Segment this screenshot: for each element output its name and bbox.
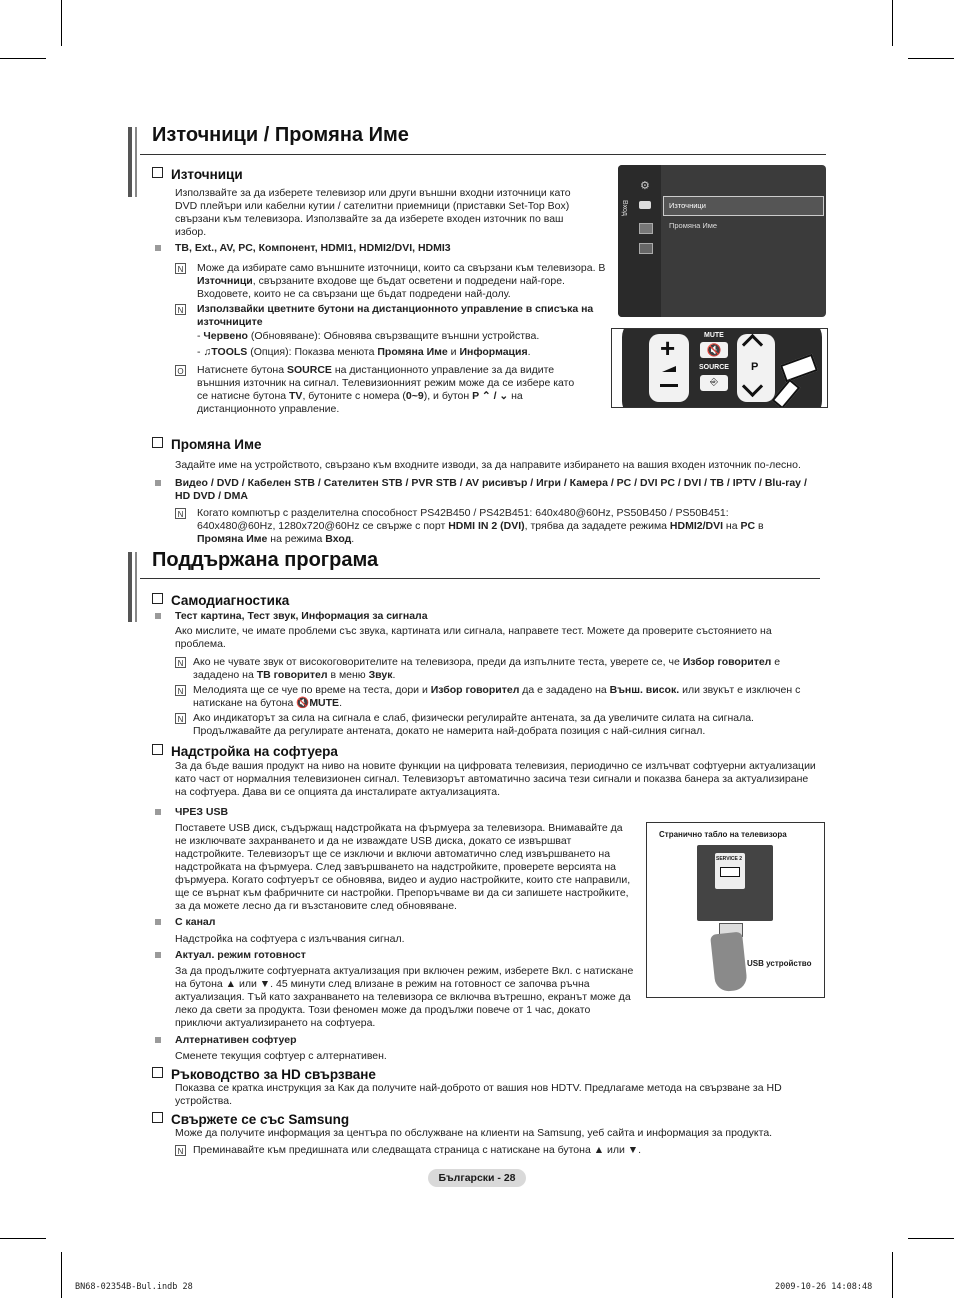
source-label: SOURCE (699, 364, 729, 371)
note-icon: N (175, 508, 186, 519)
selfdiag-note-1: Ако не чувате звук от високоговорителите на телевизора, преди да изпълните теста, уверете се, че Избор говорител е зададено на ТВ говорител в меню Звук. (193, 656, 781, 681)
input-icon (639, 201, 651, 209)
note-icon: N (175, 685, 186, 696)
usb-device-label: USB устройство (747, 959, 812, 968)
bullet-icon (155, 613, 161, 619)
tv-menu-item-rename[interactable]: Промяна Име (669, 221, 718, 230)
title-bar (135, 552, 137, 622)
usb-port-icon (720, 867, 740, 877)
checkbox-icon (152, 744, 163, 755)
note-icon: N (175, 304, 186, 315)
remote-note-icon: O (175, 365, 186, 376)
page-number-badge: Български - 28 (428, 1169, 526, 1187)
section-title-software: Надстройка на софтуера (152, 744, 338, 759)
up-arrow-icon: ⌃ / ⌄ (478, 390, 509, 402)
checkbox-icon (152, 437, 163, 448)
crop-mark (0, 1238, 46, 1239)
page-title: Източници / Промяна Име (152, 124, 409, 146)
tv-menu-screenshot (618, 165, 826, 317)
channel-title: С канал (175, 916, 216, 928)
tv-menu-side-label: Вход (621, 200, 628, 216)
samsung-note: Преминавайте към предишната или следващата страница с натискане на бутона ▲ или ▼. (193, 1144, 642, 1156)
usb-figure (646, 822, 825, 998)
sources-note-1: Може да избирате само външните източници, които са свързани към телевизора. В Източници, свързаните входове ще бъдат осветени и подредени най-горе. Входовете, които не са свързани ще бъдат подредени най-долу. (197, 262, 606, 300)
hd-text: Показва се кратка инструкция за Как да получите най-доброто от вашия нов HDTV. Предлагаме метода на свързване за HD устройства. (175, 1082, 782, 1107)
crop-mark (908, 1238, 954, 1239)
page-title-2: Поддържана програма (152, 549, 379, 571)
channel-label: P (751, 361, 759, 373)
checkbox-icon (152, 1112, 163, 1123)
note-icon: N (175, 263, 186, 274)
sources-note-2: Използвайки цветните бутони на дистанционното управление в списъка на източниците (197, 303, 594, 328)
title-bar (128, 552, 132, 622)
crop-mark (61, 0, 62, 46)
title-rule (140, 154, 826, 155)
section-title-samsung: Свържете се със Samsung (152, 1112, 349, 1127)
title-rule (140, 578, 820, 579)
footer-file: BN68-02354B-Bul.indb 28 (75, 1282, 193, 1292)
channel-text: Надстройка на софтуера с излъчвания сигнал. (175, 933, 405, 945)
source-button[interactable]: ⎆ (700, 375, 728, 391)
rename-note-1: Когато компютър с разделителна способност PS42B450 / PS42B451: 640x480@60Hz, PS50B450 / PS50B451: 640x480@60Hz, 1280x720@60Hz се свърже с порт HDMI IN 2 (DVI), трябва да зададете режима HDMI2/DVI на PC в Промяна Име на режима Вход. (197, 507, 764, 545)
sources-note-3: Натиснете бутона SOURCE на дистанционното управление за да видите външния източник на сигнал. Телевизионният режим може да се избере като се натисне бутона TV, бутоните с номера (0~9), и бутон P ⌃ / ⌄ на дистанционното управление. (197, 364, 575, 415)
selfdiag-note-2: Мелодията ще се чуе по време на теста, дори и Избор говорител да е зададено на Външ. висок. или звукът е изключен с натискане на бутона 🔇MUTE. (193, 684, 801, 709)
checkbox-icon (152, 1067, 163, 1078)
footer-timestamp: 2009-10-26 14:08:48 (775, 1282, 873, 1292)
volume-up-icon: + (660, 333, 676, 363)
standby-title: Актуал. режим готовност (175, 949, 306, 961)
section-title-sources: Източници (152, 167, 243, 182)
usb-figure-title: Странично табло на телевизора (659, 830, 787, 839)
software-intro: За да бъде вашия продукт на ниво на новите функции на цифровата телевизия, периодично се излъчват софтуерни актуализации като част от нормалния телевизионен сигнал. Телевизорът автоматично засича тези сигнали и показва банера за актуализиране на софтуера. Дава ви се опцията да инсталирате актуализацията. (175, 760, 816, 798)
picture-icon (639, 223, 653, 234)
bullet-icon (155, 919, 161, 925)
remote-figure (611, 328, 828, 408)
checkbox-icon (152, 593, 163, 604)
rename-list: Видео / DVD / Кабелен STB / Сателитен STB / PVR STB / AV рисивър / Игри / Камера / PC / DVI PC / DVI / TB / IPTV / Blu-ray / HD DVD / DMA (175, 477, 807, 502)
bullet-icon (155, 809, 161, 815)
crop-mark (908, 58, 954, 59)
section-title-selfdiag: Самодиагностика (152, 593, 289, 608)
tools-icon: ♫ (203, 346, 212, 358)
app-icon (639, 243, 653, 254)
note-icon: N (175, 713, 186, 724)
volume-level-icon (662, 366, 676, 372)
usb-stick-body (710, 931, 748, 992)
note-icon: N (175, 1145, 186, 1156)
selfdiag-intro: Ако мислите, че имате проблеми със звука, картината или сигнала, направете тест. Можете да проверите състоянието на проблема. (175, 625, 772, 650)
alt-text: Сменете текущия софтуер с алтернативен. (175, 1050, 387, 1062)
standby-text: За да продължите софтуерната актуализация при включен режим, изберете Вкл. с натискане на бутона ▲ или ▼. 45 минути след влизане в режим на готовност се започва ръчна актуализация. Тъй като захранването на телевизора се включва вътрешно, екранът може да леко да свети за продукта. Този феномен може да продължи повече от 1 час, докато приключи актуализирането на софтуера. (175, 965, 634, 1029)
samsung-text: Може да получите информация за центъра по обслужване на клиенти на Samsung, уеб сайта и информация за продукта. (175, 1127, 773, 1139)
crop-mark (0, 58, 46, 59)
sources-list: TB, Ext., AV, PC, Компонент, HDMI1, HDMI2/DVI, HDMI3 (175, 242, 451, 254)
section-title-rename: Промяна Име (152, 437, 262, 452)
tv-menu-item-sources[interactable]: Източници (663, 196, 824, 216)
bullet-icon (155, 245, 161, 251)
crop-mark (61, 1252, 62, 1298)
crop-mark (892, 1252, 893, 1298)
usb-text: Поставете USB диск, съдържащ надстройката на фърмуера за телевизора. Внимавайте да не изключвате захранването и да не изваждате USB диска, докато се извършват надстройките. Телевизорът ще се изключи и включи автоматично след извършването на надстройката на фърмуера. След завършването на надстройките, проверете версията на фърмуера. Когато софтуерът се обновява, видео и аудио настройките, които сте направили, ще се върнат към фабричните си настройки. Препоръчваме ви да си запишете настройките, за да можете лесно да ги възстановите след обновяване. (175, 822, 631, 912)
usb-port-label: SERVICE 2 (716, 856, 743, 862)
volume-down-icon (660, 384, 678, 387)
selfdiag-note-3: Ако индикаторът за сила на сигнала е слаб, физически регулирайте антената, за да увеличите силата на сигнала. Продължавайте да регулирате антената, докато не намерита най-добрата позиция с най-силния сигнал. (193, 712, 754, 737)
sources-tools: - ♫TOOLS (Опция): Показва менюта Промяна Име и Информация. (197, 346, 531, 358)
mute-label: MUTE (704, 332, 724, 339)
bullet-icon (155, 1037, 161, 1043)
checkbox-icon (152, 167, 163, 178)
gear-icon: ⚙ (640, 180, 650, 192)
selfdiag-list: Тест картина, Тест звук, Информация за сигнала (175, 610, 428, 622)
crop-mark (892, 0, 893, 46)
section-title-hd: Ръководство за HD свързване (152, 1067, 376, 1082)
bullet-icon (155, 480, 161, 486)
bullet-icon (155, 952, 161, 958)
note-icon: N (175, 657, 186, 668)
mute-icon: 🔇 (296, 697, 310, 709)
usb-title: ЧРЕЗ USB (175, 806, 229, 818)
rename-intro: Задайте име на устройството, свързано към входните изводи, за да направите избирането на вашия входен източник по-лесно. (175, 459, 801, 471)
title-bar (135, 127, 137, 197)
sources-color-red: - Червено (Обновяване): Обновява свързващите външни устройства. (197, 330, 540, 342)
alt-title: Алтернативен софтуер (175, 1034, 297, 1046)
sources-intro: Използвайте за да изберете телевизор или други външни входни източници като DVD плейъри или кабелни кутии / сателитни приемници (приставки Set-Top Box) свързани към телевизора. Използвайте за да изберете входен източник по ваш избор. (175, 187, 571, 238)
mute-button[interactable]: 🔇 (700, 342, 728, 358)
title-bar (128, 127, 132, 197)
